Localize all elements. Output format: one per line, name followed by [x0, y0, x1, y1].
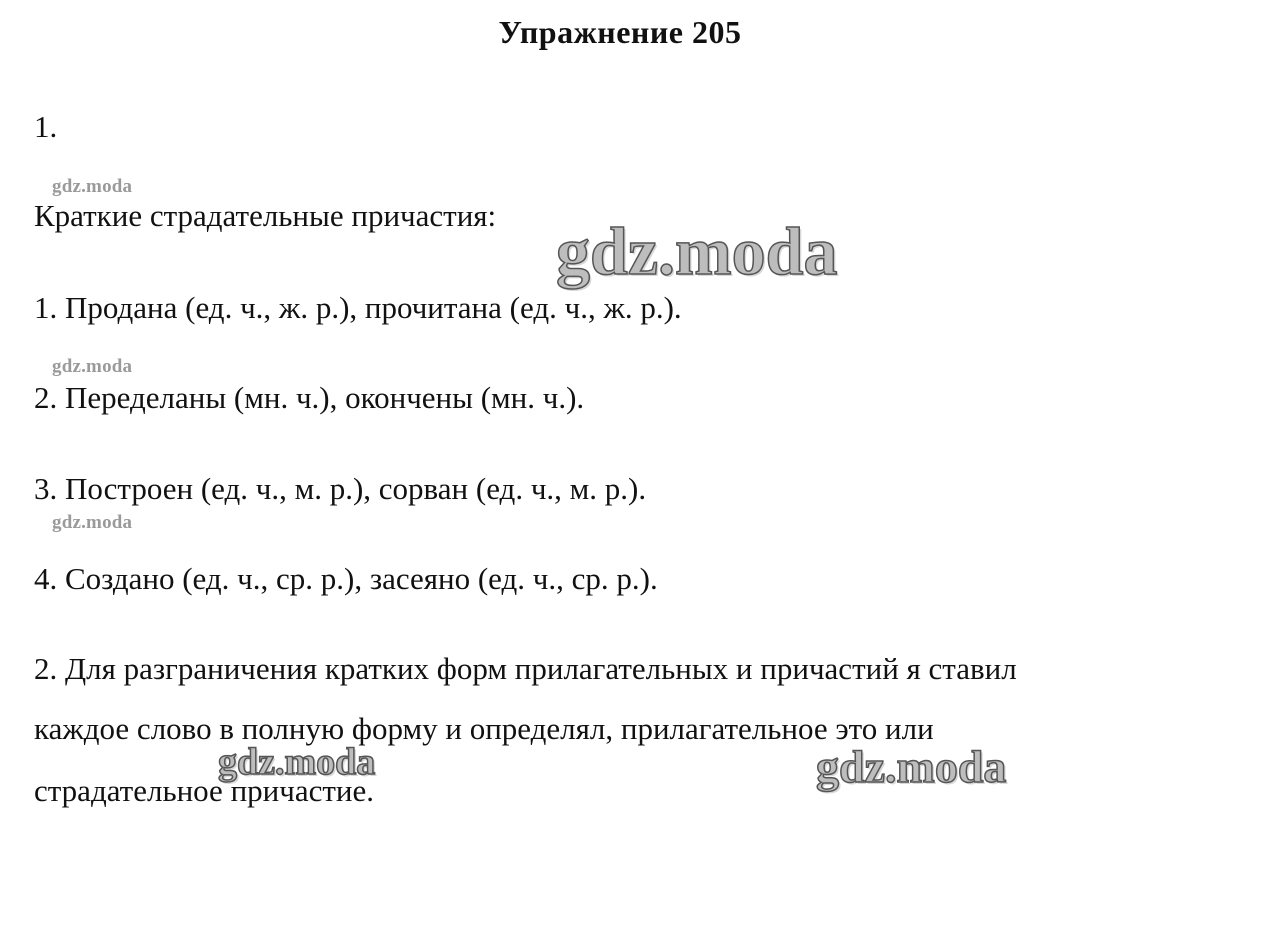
watermark-medium: gdz.moda — [218, 741, 376, 783]
watermark-small: gdz.moda — [52, 176, 133, 197]
list-item: 4. Создано (ед. ч., ср. р.), засеяно (ед. ч., ср. р.). — [34, 561, 658, 596]
section-1-heading: Краткие страдательные причастия: — [34, 198, 497, 233]
paragraph-line: каждое слово в полную форму и определял, прилагательное это или — [34, 711, 934, 746]
list-item: 3. Построен (ед. ч., м. р.), сорван (ед. ч., м. р.). — [34, 471, 647, 506]
watermark-small: gdz.moda — [52, 356, 133, 377]
watermark-large: gdz.moda — [556, 213, 838, 289]
list-item: 2. Переделаны (мн. ч.), окончены (мн. ч.). — [34, 380, 585, 415]
page-title: Упражнение 205 — [498, 14, 742, 50]
section-1-number: 1. — [34, 109, 58, 144]
watermark-large-right: gdz.moda — [816, 741, 1007, 792]
paragraph-line: 2. Для разграничения кратких форм прилагательных и причастий я ставил — [34, 651, 1017, 686]
paragraph-line: страдательное причастие. — [34, 773, 375, 808]
list-item: 1. Продана (ед. ч., ж. р.), прочитана (ед. ч., ж. р.). — [34, 290, 682, 325]
watermark-small: gdz.moda — [52, 512, 133, 533]
